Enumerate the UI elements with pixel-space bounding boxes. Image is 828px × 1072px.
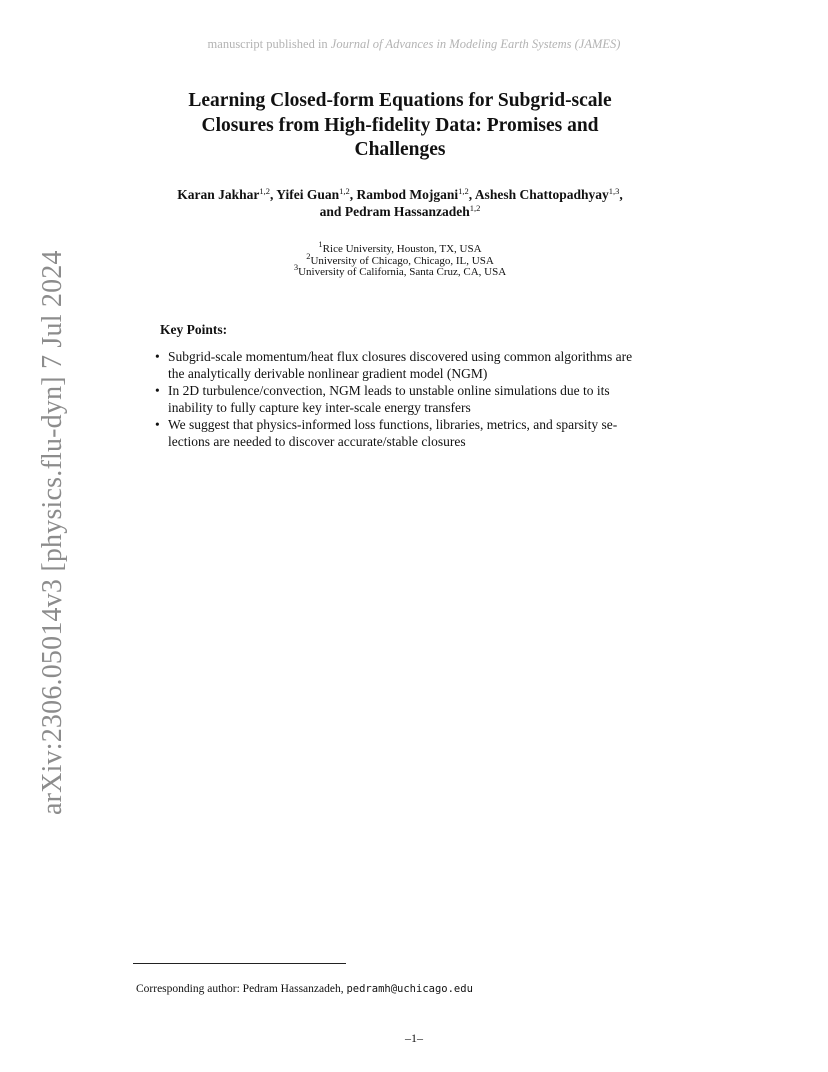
key-point-line: lections are needed to discover accurate/stable closures (168, 434, 466, 449)
affiliation (200, 262, 600, 279)
author-name: Rambod Mojgani (356, 187, 459, 202)
bullet-icon: • (155, 417, 160, 432)
footnote-divider (133, 963, 346, 964)
affiliation-list (200, 239, 600, 279)
key-point-item (155, 416, 675, 450)
author-line (110, 203, 690, 220)
key-point-line: inability to fully capture key inter-scale energy transfers (168, 400, 471, 415)
affiliation-text: Rice University, Houston, TX, USA (322, 243, 482, 255)
author-email-link[interactable]: pedramh@uchicago.edu (346, 983, 473, 995)
affiliation-text: University of Chicago, Chicago, IL, USA (310, 254, 494, 267)
manuscript-header (0, 37, 828, 52)
author-affil: 1,2 (458, 186, 469, 196)
author-final-prefix: and (319, 204, 345, 219)
key-point-line: In 2D turbulence/convection, NGM leads to unstable online simulations due to its (168, 383, 610, 398)
author-affil: 1,2 (469, 203, 481, 213)
arxiv-identifier[interactable]: arXiv:2306.05014v3 [physics.flu-dyn] 7 Jul 2024 (37, 250, 68, 815)
corresponding-author-footnote (136, 983, 473, 995)
affiliation-number: 1 (318, 239, 323, 249)
title-line: Learning Closed-form Equations for Subgrid-scale (188, 90, 612, 111)
author-affil: 1,2 (339, 186, 350, 196)
header-prefix: manuscript published in (207, 37, 331, 51)
title-line: Challenges (354, 139, 446, 160)
affiliation-text: University of California, Santa Cruz, CA, USA (298, 266, 507, 278)
paper-title (100, 89, 700, 163)
author-name: Ashesh Chattopadhyay (474, 187, 609, 202)
key-point-line: the analytically derivable nonlinear gradient model (NGM) (168, 366, 488, 381)
author-affil: 1,3 (608, 186, 620, 196)
key-point-line: We suggest that physics-informed loss functions, libraries, metrics, and sparsity se- (168, 417, 618, 432)
bullet-icon: • (155, 383, 160, 398)
author-list (110, 186, 690, 220)
page-number: –1– (405, 1031, 423, 1045)
author-name: Karan Jakhar (177, 187, 260, 202)
author-separator: , (270, 187, 277, 202)
author-line: Karan Jakhar$^{1,2}$, Yifei Guan$^{1,2}$, Rambod Mojgani$^{1,2}$, Ashesh Chattopadhyay$^{1,3}$, (177, 186, 623, 202)
key-point-line: Subgrid-scale momentum/heat flux closures discovered using common algorithms are (168, 349, 633, 364)
key-points-list (155, 348, 675, 450)
key-point-item (155, 348, 675, 382)
journal-name: Journal of Advances in Modeling Earth Systems (JAMES) (330, 37, 621, 51)
affiliation-number: 2 (306, 250, 311, 261)
key-point-item (155, 382, 675, 416)
author-affil: 1,2 (259, 186, 271, 196)
author-separator: , (349, 187, 357, 202)
title-line: Closures from High-fidelity Data: Promises and (201, 114, 599, 136)
affiliation-number: 3 (293, 262, 299, 272)
author-separator: , (468, 187, 475, 202)
bullet-icon: • (155, 349, 160, 364)
author-name: Yifei Guan (276, 187, 340, 202)
footnote-label: Corresponding author: Pedram Hassanzadeh, (136, 983, 347, 995)
key-points-heading: Key Points: (160, 322, 228, 337)
author-name: Pedram Hassanzadeh (344, 204, 470, 219)
